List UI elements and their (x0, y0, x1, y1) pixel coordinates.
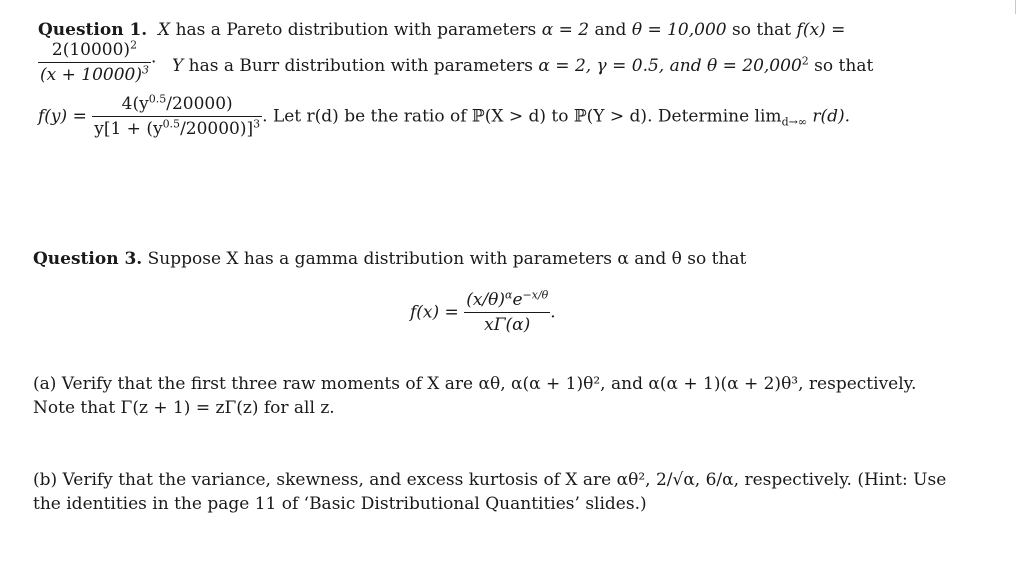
q3-part-b-line1: (b) Verify that the variance, skewness, and excess kurtosis of X are αθ², 2/√α, 6/α, respectively. (Hint: Use (33, 470, 947, 490)
burr-den-exponent: 0.5 (162, 117, 181, 131)
q3-intro-line (33, 249, 746, 269)
q1-question-text: Let r(d) be the ratio of ℙ(X > d) to ℙ(Y > d). Determine lim (272, 106, 782, 127)
q3-part-a-line2: Note that Γ(z + 1) = zΓ(z) for all z. (33, 398, 335, 418)
q3-intro: Suppose X has a gamma distribution with parameters α and θ so that (147, 249, 747, 269)
q1-and: and (594, 20, 627, 40)
q1-line2: $\frac{2(10000)^2}{(x + 10000)^3}$ · (40, 38, 157, 86)
lim-subscript: d→∞ (781, 115, 807, 129)
q1-burr-text: has a Burr distribution with parameters (188, 56, 533, 76)
q1-theta: θ = 10,000 (631, 20, 727, 40)
burr-denominator: y[1 + (y (94, 119, 163, 140)
burr-denominator-tail: /20000)] (180, 119, 254, 140)
q1-pareto-text: has a Pareto distribution with parameters (175, 20, 537, 40)
pareto-density-fraction: $\frac{2(10000)^2}{(x + 10000)^3}$ (40, 38, 149, 86)
gamma-num-e-exp: −x/θ (522, 288, 549, 302)
burr-density-fraction: $\frac{4(y^{0.5}/20000)}{y[1 + (y^{0.5}/20000)]^3}$ (94, 92, 261, 140)
fy-label: f(y) = (38, 106, 87, 127)
lim-tail: r(d). (812, 106, 851, 127)
q3-part-a-line1: (a) Verify that the first three raw moments of X are αθ, α(α + 1)θ², and α(α + 1)(α + 2)θ³, respectively. (33, 374, 917, 394)
gamma-density-equation: f(x) = $\frac{(x/\theta)^\alpha e^{-x/\theta}}{x\Gamma(\alpha)}$ . (410, 288, 556, 336)
q1-title: Question 1. (38, 20, 148, 40)
burr-numerator: 4(y (121, 94, 149, 114)
var-x: X (158, 20, 171, 40)
gamma-num-exp: α (505, 288, 513, 302)
q1-line3: f(y) = $\frac{4(y^{0.5}/20000)}{y[1 + (y^{0.5}/20000)]^3}$ . Let r(d) be the ratio of ℙ(X > d) to ℙ(Y > d). Determine $\lim_{d\to\infty} r(d)$. (38, 92, 851, 140)
page-edge-divider (1015, 0, 1016, 14)
q1-fx: f(x) = (796, 20, 846, 40)
q3-part-b-line2: the identities in the page 11 of ‘Basic Distributional Quantities’ slides.) (33, 494, 647, 514)
q1-line1 (38, 20, 845, 40)
pareto-numerator: 2(10000) (51, 40, 131, 60)
gamma-num-e: e (512, 290, 523, 310)
gamma-numerator: (x/θ) (466, 290, 506, 310)
q1-so-that-2: so that (814, 56, 874, 76)
gamma-density-fraction (464, 290, 550, 336)
burr-numerator-tail: /20000) (166, 94, 233, 114)
q1-alpha: α = 2 (541, 20, 590, 40)
gamma-fx-label: f(x) = (410, 302, 459, 323)
burr-num-exponent: 0.5 (148, 92, 167, 106)
gamma-denominator: xΓ(α) (484, 315, 531, 336)
q1-burr-line: Y has a Burr distribution with parameters α = 2, γ = 0.5, and $\theta = 20,000^2$ so that (172, 54, 874, 76)
q1-so-that: so that (732, 20, 792, 40)
q3-title: Question 3. (33, 249, 143, 269)
pareto-denominator: (x + 10000) (40, 65, 142, 86)
q1-burr-params: α = 2, γ = 0.5, and θ = 20,000 (538, 56, 802, 76)
